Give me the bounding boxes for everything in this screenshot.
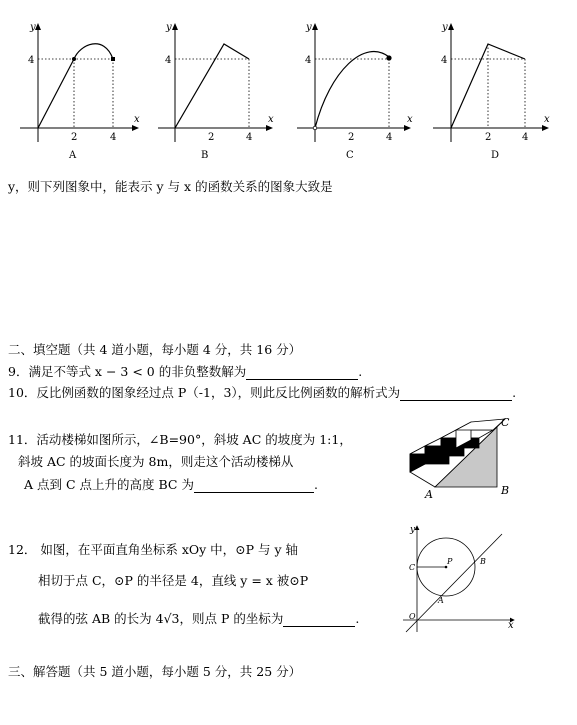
circle-axis-y-label: y <box>410 525 416 535</box>
graph-a <box>20 24 138 142</box>
circle-axis-x-label: x <box>508 620 514 631</box>
graph-c-y-tick: 4 <box>305 55 312 66</box>
staircase-figure <box>405 410 515 500</box>
graph-b <box>158 24 272 142</box>
graph-a-x-tick-4: 4 <box>110 132 117 143</box>
graph-c-x-tick-4: 4 <box>386 132 393 143</box>
graph-d-x-tick-2: 2 <box>485 132 492 143</box>
graph-b-y-label: y <box>166 22 172 33</box>
question-stem-tail: y，则下列图象中，能表示 y 与 x 的函数关系的图象大致是 <box>8 179 333 194</box>
graph-b-x-tick-2: 2 <box>208 132 215 143</box>
graph-b-y-tick: 4 <box>165 55 172 66</box>
graph-a-y-tick: 4 <box>28 55 35 66</box>
question-11-line-2: 斜坡 AC 的坡面长度为 8m，则走这个活动楼梯从 <box>18 454 294 469</box>
question-12-text: 截得的弦 AB 的长为 4√3，则点 P 的坐标为 <box>38 611 284 626</box>
circle-center-p-label: P <box>447 557 453 566</box>
graph-b-caption: B <box>201 150 209 161</box>
question-9: 9．满足不等式 x − 3 < 0 的非负整数解为 . <box>8 364 363 379</box>
question-9-text: 9．满足不等式 x − 3 < 0 的非负整数解为 <box>8 364 247 379</box>
question-10: 10．反比例函数的图象经过点 P（-1，3），则此反比例函数的解析式为 . <box>8 385 517 400</box>
question-12-line-1: 12． 如图，在平面直角坐标系 xOy 中，⊙P 与 y 轴 <box>8 542 299 557</box>
graph-b-x-label: x <box>268 114 274 125</box>
section-2-title: 二、填空题（共 4 道小题，每小题 4 分，共 16 分） <box>8 342 302 357</box>
graph-d-x-tick-4: 4 <box>522 132 529 143</box>
circle-origin-label: O <box>409 612 416 621</box>
graph-a-caption: A <box>69 150 77 161</box>
graph-c-x-label: x <box>407 114 413 125</box>
question-11-line-3: A 点到 C 点上升的高度 BC 为 . <box>24 477 318 492</box>
circle-figure <box>398 520 523 638</box>
graph-c-caption: C <box>346 150 354 161</box>
question-10-text: 10．反比例函数的图象经过点 P（-1，3），则此反比例函数的解析式为 <box>8 385 401 400</box>
circle-point-b-label: B <box>480 557 486 566</box>
graph-a-y-label: y <box>30 22 36 33</box>
graph-d-y-tick: 4 <box>441 55 448 66</box>
staircase-label-a: A <box>425 488 433 500</box>
question-11-answer-blank[interactable] <box>194 480 314 493</box>
question-12-line-3: 截得的弦 AB 的长为 4√3，则点 P 的坐标为 . <box>38 611 360 626</box>
graph-d-caption: D <box>491 150 500 161</box>
graph-c-x-tick-2: 2 <box>348 132 355 143</box>
question-11-line-1: 11．活动楼梯如图所示，∠B=90°，斜坡 AC 的坡度为 1:1， <box>8 432 352 447</box>
question-11-text: A 点到 C 点上升的高度 BC 为 <box>24 477 194 492</box>
graph-a-x-label: x <box>134 114 140 125</box>
circle-point-a-label: A <box>438 596 444 605</box>
graph-d-y-label: y <box>442 22 448 33</box>
answer-graphs <box>0 0 577 170</box>
graph-c <box>297 24 410 142</box>
question-12-answer-blank[interactable] <box>283 614 355 627</box>
graph-a-x-tick-2: 2 <box>71 132 78 143</box>
staircase-label-c: C <box>501 416 510 429</box>
graph-d <box>433 24 548 142</box>
question-9-answer-blank[interactable] <box>246 367 358 380</box>
graph-d-x-label: x <box>544 114 550 125</box>
graph-b-x-tick-4: 4 <box>246 132 253 143</box>
section-3-title: 三、解答题（共 5 道小题，每小题 5 分，共 25 分） <box>8 664 302 679</box>
staircase-label-b: B <box>501 484 510 497</box>
question-10-answer-blank[interactable] <box>400 388 512 401</box>
circle-point-c-label: C <box>409 563 416 572</box>
graph-c-y-label: y <box>306 22 312 33</box>
question-12-line-2: 相切于点 C，⊙P 的半径是 4，直线 y = x 被⊙P <box>38 573 309 588</box>
